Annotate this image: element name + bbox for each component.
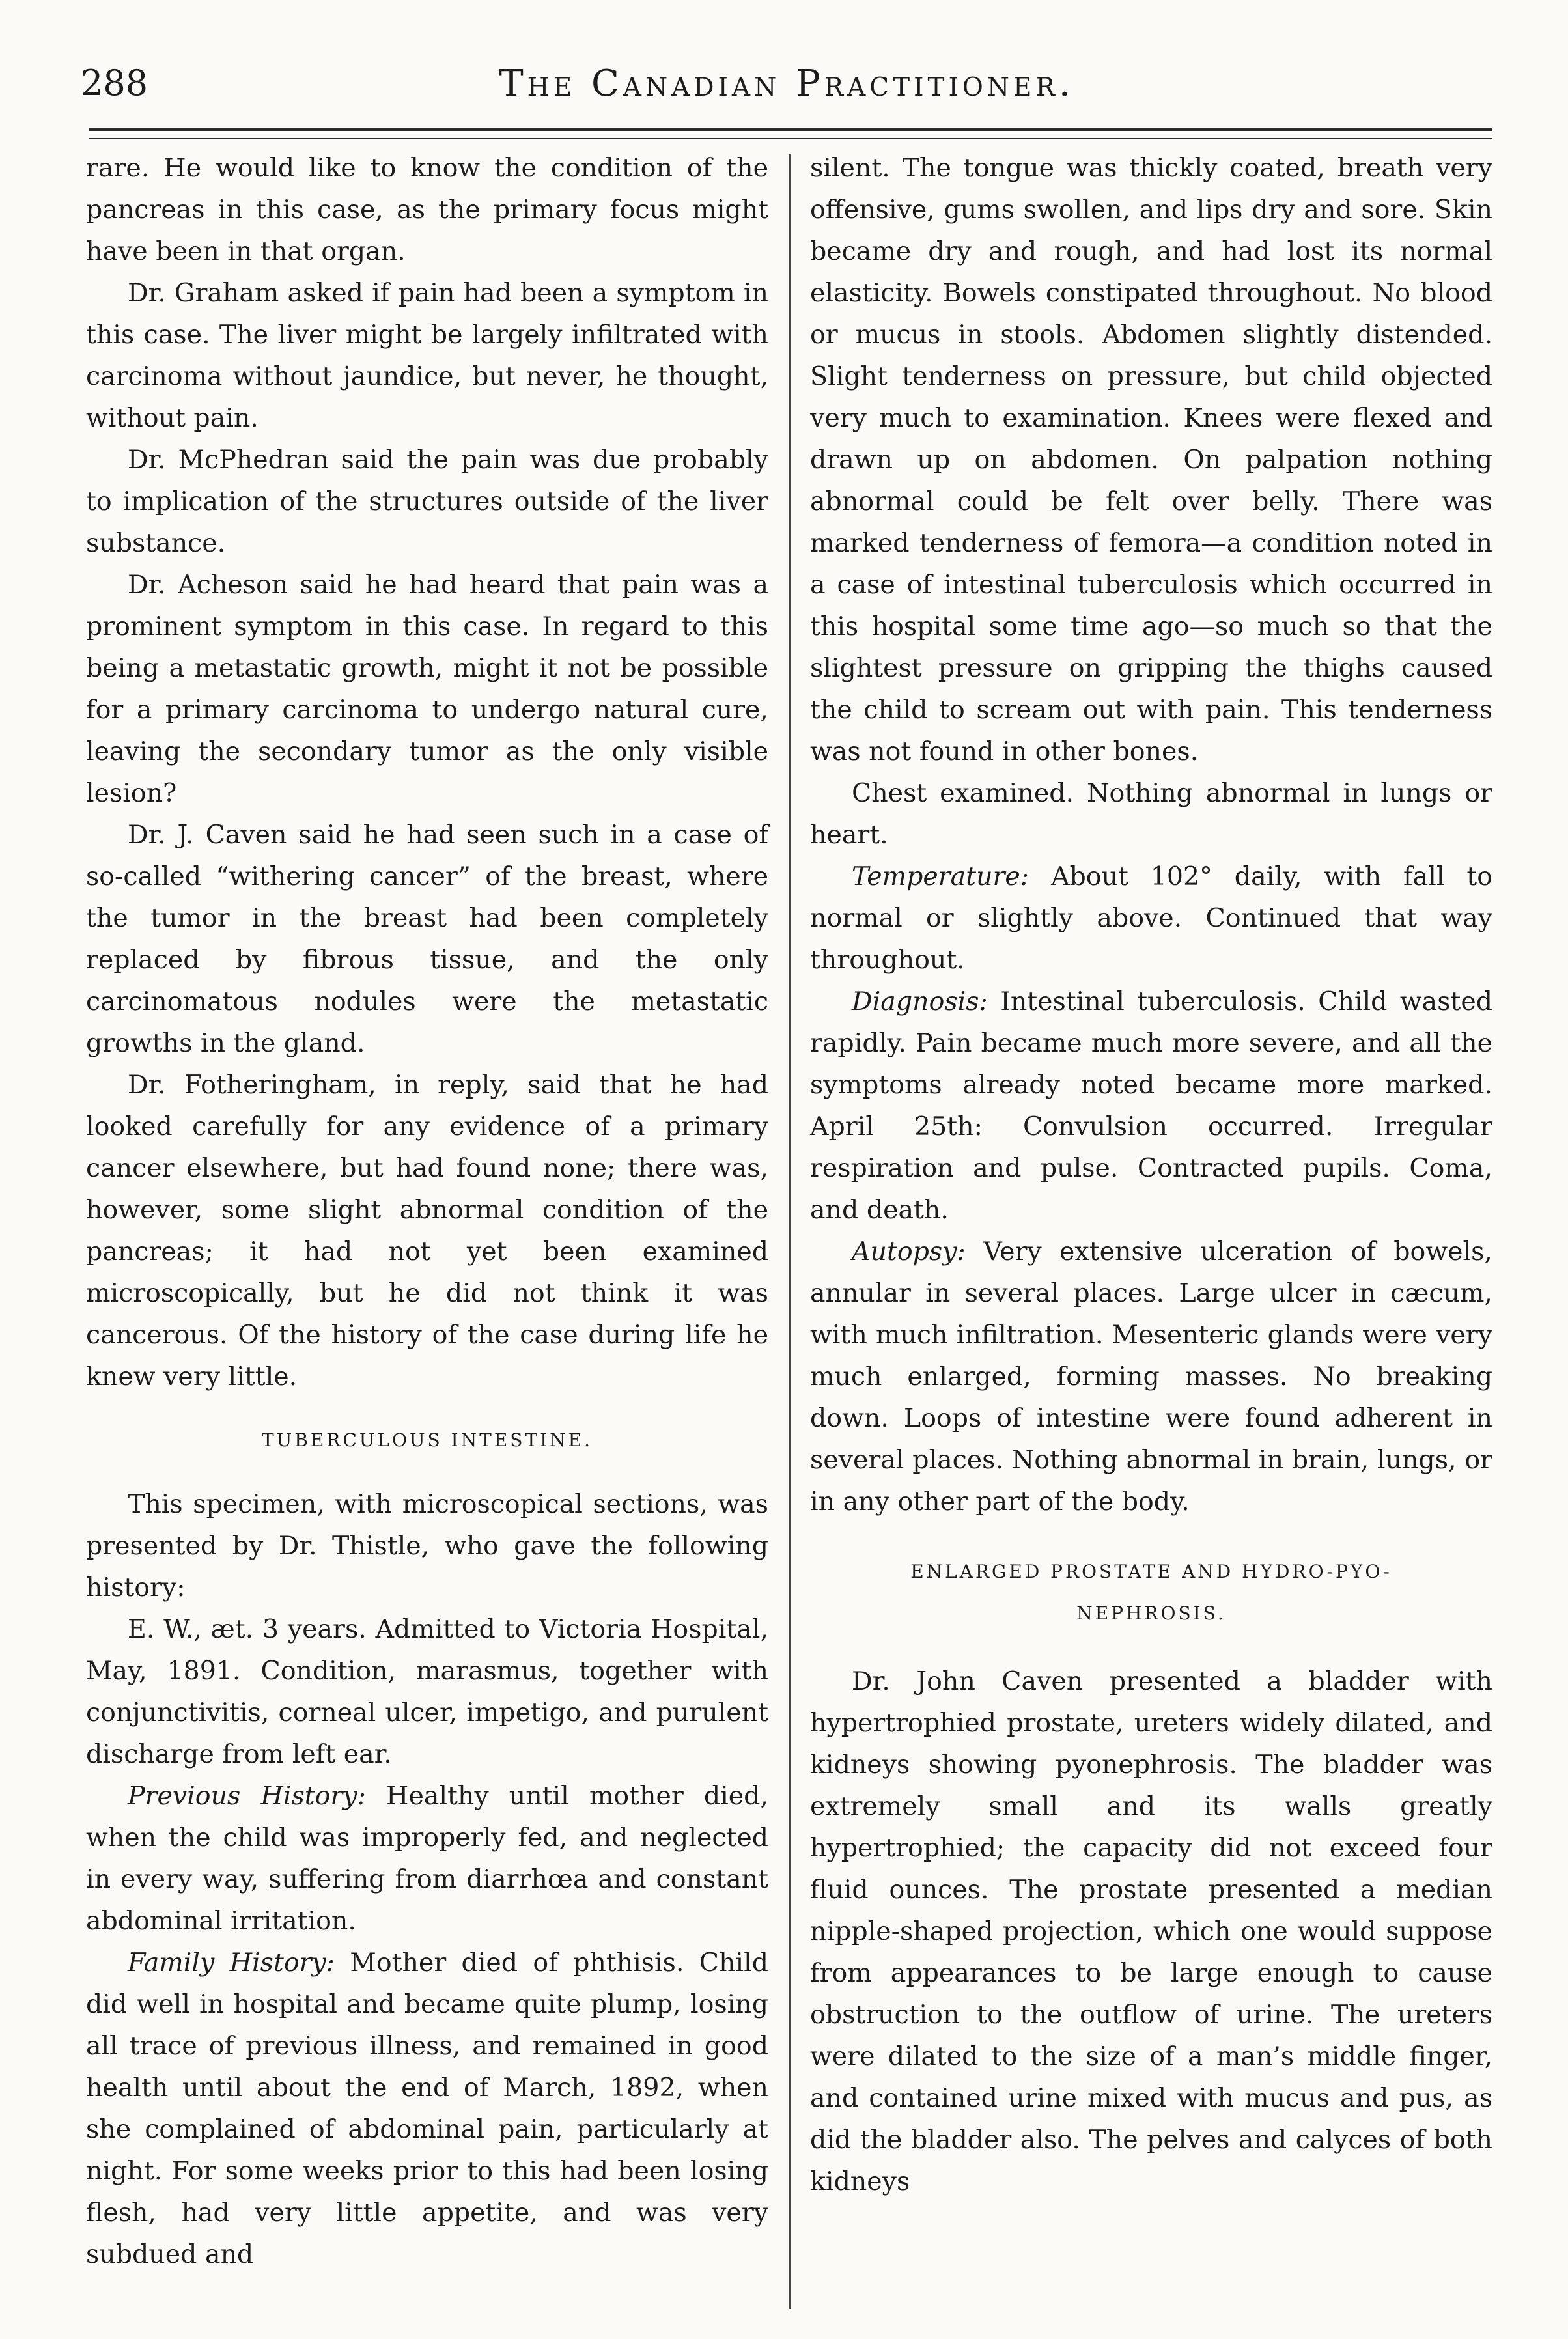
paragraph: E. W., æt. 3 years. Admitted to Victoria Hospital, May, 1891. Condition, marasmus, together with conjunctivitis, corneal ulcer, impetigo, and purulent discharge from left ear. bbox=[86, 1614, 768, 1769]
paragraph-label: Autopsy: bbox=[852, 1237, 966, 1267]
section-heading bbox=[810, 1551, 1492, 1634]
paragraph: Dr. J. Caven said he had seen such in a case of so-called “withering cancer” of the breast, where the tumor in the breast had been completely replaced by fibrous tissue, and the only carcinomatous nodules were the metastatic growths in the gland. bbox=[86, 820, 768, 1058]
column-divider bbox=[789, 154, 791, 2309]
paragraph: Dr. Fotheringham, in reply, said that he had looked carefully for any evidence of a primary cancer elsewhere, but had found none; there was, however, some slight abnormal condition of the pancreas; it had not yet been examined microscopically, but he did not think it was cancerous. Of the history of the case during life he knew very little. bbox=[86, 1070, 768, 1392]
page-header bbox=[81, 63, 1492, 115]
paragraph bbox=[86, 1775, 768, 1942]
paragraph-text: Intestinal tuberculosis. Child wasted rapidly. Pain became much more severe, and all the symptoms already noted became more marked. April 25th: Convulsion occurred. Irregular respiration and pulse. Contracted pupils. Coma, and death. bbox=[810, 987, 1492, 1225]
paragraph: rare. He would like to know the condition of the pancreas in this case, as the primary focus might have been in that organ. bbox=[86, 153, 768, 266]
paragraph-label: Diagnosis: bbox=[852, 987, 988, 1016]
paragraph: silent. The tongue was thickly coated, breath very offensive, gums swollen, and lips dry and sore. Skin became dry and rough, and had lost its normal elasticity. Bowels constipated throughout. No blood or mucus in stools. Abdomen slightly distended. Slight tenderness on pressure, but child objected very much to examination. Knees were flexed and drawn up on abdomen. On palpation nothing abnormal could be felt over belly. There was marked tenderness of femora—a condition noted in a case of intestinal tuberculosis which occurred in this hospital some time ago—so much so that the slightest pressure on gripping the thighs caused the child to scream out with pain. This tenderness was not found in other bones. bbox=[810, 153, 1492, 766]
left-column bbox=[86, 147, 768, 2275]
paragraph: Dr. John Caven presented a bladder with hypertrophied prostate, ureters widely dilated, and kidneys showing pyonephrosis. The bladder was extremely small and its walls greatly hypertrophied; the capacity did not exceed four fluid ounces. The prostate presented a median nipple-shaped projection, which one would suppose from appearances to be large enough to cause obstruction to the outflow of urine. The ureters were dilated to the size of a man’s middle finger, and contained urine mixed with mucus and pus, as did the bladder also. The pelves and calyces of both kidneys bbox=[810, 1666, 1492, 2196]
paragraph-text: Mother died of phthisis. Child did well in hospital and became quite plump, losing all trace of previous illness, and remained in good health until about the end of March, 1892, when she complained of abdominal pain, particularly at night. For some weeks prior to this had been losing flesh, had very little appetite, and was very subdued and bbox=[86, 1948, 768, 2269]
section-heading: TUBERCULOUS INTESTINE. bbox=[261, 1429, 593, 1451]
section-heading-line: ENLARGED PROSTATE AND HYDRO-PYO- bbox=[910, 1561, 1392, 1582]
page-number: 288 bbox=[81, 63, 148, 104]
running-title: The Canadian Practitioner. bbox=[499, 63, 1074, 105]
paragraph bbox=[810, 856, 1492, 981]
paragraph: This specimen, with microscopical sections, was presented by Dr. Thistle, who gave the following history: bbox=[86, 1489, 768, 1603]
paragraph-text: Very extensive ulceration of bowels, annular in several places. Large ulcer in cæcum, with much infiltration. Mesenteric glands were very much enlarged, forming masses. No breaking down. Loops of intestine were found adherent in several places. Nothing abnormal in brain, lungs, or in any other part of the body. bbox=[810, 1237, 1492, 1517]
paragraph-label: Temperature: bbox=[852, 861, 1029, 891]
paragraph-text: About 102° daily, with fall to normal or slightly above. Continued that way throughout. bbox=[810, 861, 1492, 975]
header-rule-thick bbox=[89, 128, 1492, 131]
paragraph-text: Healthy until mother died, when the child was improperly fed, and neglected in every way, suffering from diarrhœa and constant abdominal irritation. bbox=[86, 1781, 769, 1936]
paragraph: Chest examined. Nothing abnormal in lungs or heart. bbox=[810, 778, 1492, 850]
paragraph bbox=[86, 1942, 768, 2275]
paragraph: Dr. Acheson said he had heard that pain was a prominent symptom in this case. In regard to this being a metastatic growth, might it not be possible for a primary carcinoma to undergo natural cure, leaving the secondary tumor as the only visible lesion? bbox=[86, 570, 768, 808]
paragraph-label: Family History: bbox=[128, 1948, 335, 1978]
paragraph: Dr. McPhedran said the pain was due probably to implication of the structures outside of the liver substance. bbox=[86, 445, 768, 558]
paragraph-label: Previous History: bbox=[128, 1781, 366, 1811]
paragraph bbox=[810, 1231, 1492, 1522]
right-column bbox=[810, 147, 1492, 2202]
header-rule-thin bbox=[89, 138, 1492, 139]
paragraph bbox=[810, 981, 1492, 1231]
paragraph: Dr. Graham asked if pain had been a symptom in this case. The liver might be largely infiltrated with carcinoma without jaundice, but never, he thought, without pain. bbox=[86, 278, 768, 433]
section-heading-line: NEPHROSIS. bbox=[1076, 1603, 1226, 1624]
